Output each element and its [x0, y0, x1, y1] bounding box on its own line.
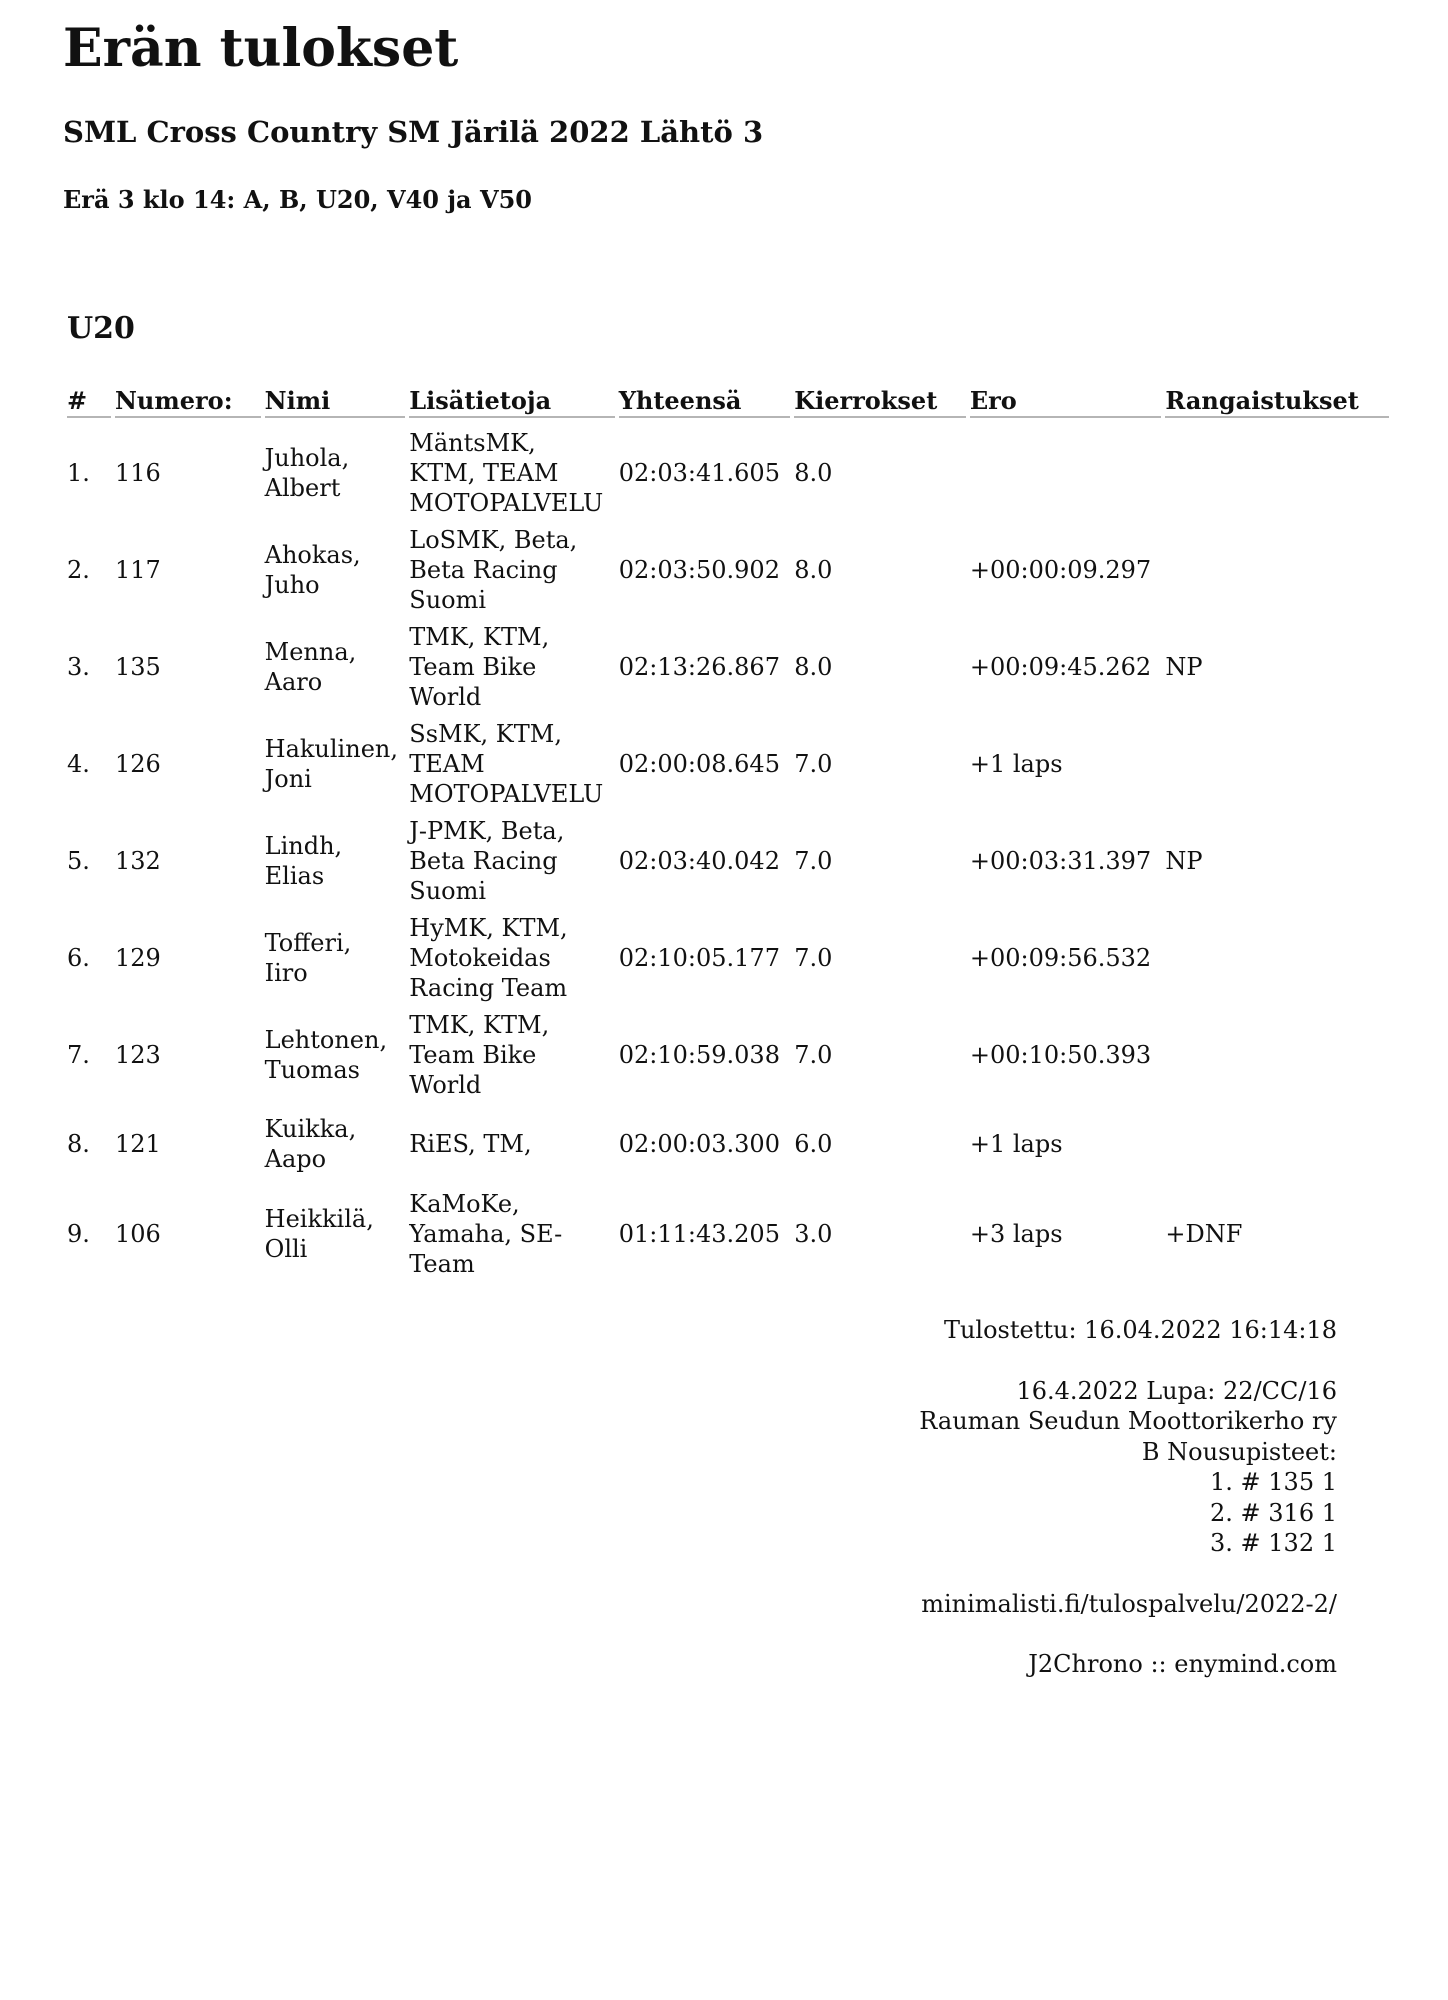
column-header: Numero: — [115, 379, 261, 418]
event-title: SML Cross Country SM Järilä 2022 Lähtö 3 — [63, 115, 764, 149]
penalty-cell — [1165, 812, 1389, 909]
number-cell-line: 126 — [114, 749, 161, 778]
name-cell-line: Albert — [264, 473, 341, 502]
position-cell — [67, 909, 111, 1006]
name-cell-line: Aapo — [264, 1145, 327, 1173]
total-time-cell-line: 02:03:40.042 — [618, 846, 780, 875]
difference-cell — [970, 418, 1162, 521]
position-cell-line: 6. — [67, 943, 90, 972]
difference-cell-line: +1 laps — [969, 1130, 1063, 1158]
laps-cell — [794, 909, 966, 1006]
results-body — [67, 418, 1389, 1282]
difference-cell — [970, 1185, 1162, 1282]
laps-cell-line: 7.0 — [794, 943, 833, 972]
total-time-cell — [619, 1185, 791, 1282]
total-time-cell — [619, 1006, 791, 1103]
info-cell-line: SsMK, KTM, — [409, 719, 562, 748]
info-cell — [409, 1185, 614, 1282]
info-cell-line: MOTOPALVELU — [409, 779, 604, 808]
position-cell — [67, 521, 111, 618]
laps-cell — [794, 1006, 966, 1103]
total-time-cell-line: 02:10:05.177 — [618, 943, 780, 972]
position-cell — [67, 1103, 111, 1185]
name-cell-line: Hakulinen, — [264, 734, 398, 763]
name-cell-line: Aaro — [264, 667, 323, 696]
info-cell-line: TEAM — [409, 749, 485, 778]
penalty-cell — [1165, 909, 1389, 1006]
points-entry: 1. # 135 1 — [1210, 1468, 1337, 1496]
info-cell-line: MOTOPALVELU — [409, 488, 604, 517]
laps-cell-line: 3.0 — [794, 1219, 833, 1248]
penalty-cell — [1165, 521, 1389, 618]
info-cell-line: TMK, KTM, — [409, 622, 550, 651]
number-cell-line: 116 — [114, 458, 161, 487]
penalty-cell-line: +DNF — [1165, 1219, 1243, 1248]
info-cell-line: Suomi — [409, 876, 487, 905]
laps-cell — [794, 1185, 966, 1282]
difference-cell — [970, 521, 1162, 618]
laps-cell-line: 7.0 — [794, 749, 833, 778]
number-cell — [115, 1006, 261, 1103]
name-cell — [265, 521, 406, 618]
class-heading: U20 — [67, 311, 135, 346]
position-cell — [67, 418, 111, 521]
position-cell-line: 5. — [67, 846, 90, 875]
column-header: Kierrokset — [794, 379, 966, 418]
position-cell-line: 9. — [67, 1219, 90, 1248]
name-cell — [265, 909, 406, 1006]
number-cell — [115, 618, 261, 715]
total-time-cell-line: 02:03:50.902 — [618, 555, 780, 584]
number-cell — [115, 521, 261, 618]
laps-cell — [794, 1103, 966, 1185]
difference-cell-line: +00:00:09.297 — [969, 555, 1152, 584]
software-credit: J2Chrono :: enymind.com — [1028, 1650, 1337, 1678]
total-time-cell — [619, 909, 791, 1006]
info-cell — [409, 521, 614, 618]
info-cell — [409, 1006, 614, 1103]
info-cell-line: RiES, TM, — [409, 1130, 532, 1158]
laps-cell — [794, 618, 966, 715]
info-cell-line: J-PMK, Beta, — [409, 816, 565, 845]
column-header: Rangaistukset — [1165, 379, 1389, 418]
difference-cell — [970, 618, 1162, 715]
name-cell — [265, 715, 406, 812]
position-cell-line: 2. — [67, 555, 90, 584]
name-cell-line: Kuikka, — [264, 1115, 357, 1143]
position-cell-line: 4. — [67, 749, 90, 778]
name-cell-line: Lindh, — [264, 831, 343, 860]
info-cell-line: Beta Racing — [409, 555, 558, 584]
total-time-cell-line: 02:00:08.645 — [618, 749, 780, 778]
name-cell — [265, 1103, 406, 1185]
name-cell — [265, 812, 406, 909]
number-cell — [115, 715, 261, 812]
name-cell-line: Lehtonen, — [264, 1025, 388, 1054]
info-cell-line: Yamaha, SE- — [409, 1219, 563, 1248]
difference-cell-line: +00:10:50.393 — [969, 1040, 1152, 1069]
column-header: Yhteensä — [619, 379, 791, 418]
number-cell — [115, 1103, 261, 1185]
table-row — [67, 909, 1389, 1006]
number-cell-line: 117 — [114, 555, 161, 584]
penalty-cell — [1165, 418, 1389, 521]
laps-cell — [794, 812, 966, 909]
name-cell — [265, 618, 406, 715]
printed-timestamp: Tulostettu: 16.04.2022 16:14:18 — [943, 1316, 1337, 1344]
name-cell — [265, 418, 406, 521]
difference-cell-line: +00:03:31.397 — [969, 846, 1152, 875]
name-cell-line: Juhola, — [264, 443, 350, 472]
info-cell-line: Motokeidas — [409, 943, 551, 972]
difference-cell — [970, 812, 1162, 909]
position-cell — [67, 812, 111, 909]
page-title: Erän tulokset — [63, 18, 459, 79]
name-cell-line: Tofferi, — [264, 928, 352, 957]
difference-cell-line: +00:09:45.262 — [969, 652, 1152, 681]
points-entry: 2. # 316 1 — [1210, 1498, 1337, 1527]
name-cell-line: Olli — [264, 1234, 308, 1263]
info-cell-line: Team Bike — [409, 652, 537, 681]
position-cell-line: 1. — [67, 458, 90, 487]
total-time-cell — [619, 715, 791, 812]
name-cell-line: Elias — [264, 861, 325, 890]
position-cell-line: 8. — [67, 1130, 90, 1158]
table-row — [67, 812, 1389, 909]
info-cell-line: Team — [409, 1249, 475, 1278]
number-cell — [115, 1185, 261, 1282]
info-cell-line: KTM, TEAM — [409, 458, 559, 487]
table-row — [67, 715, 1389, 812]
organizer-club: Rauman Seudun Moottorikerho ry — [919, 1407, 1337, 1435]
info-cell — [409, 715, 614, 812]
name-cell-line: Iiro — [264, 958, 308, 987]
number-cell — [115, 418, 261, 521]
number-cell-line: 123 — [114, 1040, 161, 1069]
laps-cell-line: 8.0 — [794, 555, 833, 584]
number-cell — [115, 812, 261, 909]
table-row — [67, 1103, 1389, 1185]
name-cell-line: Heikkilä, — [264, 1204, 374, 1233]
info-cell — [409, 812, 614, 909]
total-time-cell — [619, 1103, 791, 1185]
info-cell-line: HyMK, KTM, — [409, 913, 568, 942]
penalty-cell — [1165, 715, 1389, 812]
laps-cell-line: 7.0 — [794, 1040, 833, 1069]
table-row — [67, 618, 1389, 715]
total-time-cell-line: 02:13:26.867 — [618, 652, 780, 681]
name-cell-line: Tuomas — [264, 1055, 360, 1084]
table-row — [67, 1006, 1389, 1103]
difference-cell-line: +3 laps — [969, 1219, 1063, 1248]
total-time-cell — [619, 812, 791, 909]
difference-cell — [970, 909, 1162, 1006]
penalty-cell-line: NP — [1165, 652, 1203, 681]
info-cell-line: KaMoKe, — [409, 1189, 520, 1218]
number-cell-line: 135 — [114, 652, 161, 681]
info-cell — [409, 1103, 614, 1185]
number-cell-line: 129 — [114, 943, 161, 972]
info-cell-line: Team Bike — [409, 1040, 537, 1069]
number-cell-line: 121 — [114, 1130, 161, 1158]
name-cell-line: Joni — [264, 764, 312, 793]
name-cell — [265, 1185, 406, 1282]
number-cell — [115, 909, 261, 1006]
info-cell-line: Suomi — [409, 585, 487, 614]
points-title: B Nousupisteet: — [1141, 1437, 1337, 1466]
difference-cell-line: +00:09:56.532 — [969, 943, 1152, 972]
total-time-cell-line: 02:03:41.605 — [618, 458, 780, 487]
laps-cell-line: 8.0 — [794, 652, 833, 681]
name-cell — [265, 1006, 406, 1103]
total-time-cell-line: 01:11:43.205 — [618, 1219, 780, 1248]
difference-cell — [970, 1006, 1162, 1103]
footer — [637, 1315, 1337, 1680]
info-cell — [409, 618, 614, 715]
position-cell-line: 3. — [67, 652, 90, 681]
info-cell-line: MäntsMK, — [409, 428, 536, 457]
laps-cell — [794, 715, 966, 812]
laps-cell — [794, 418, 966, 521]
results-table — [63, 379, 1393, 1282]
info-cell-line: Racing Team — [409, 973, 568, 1002]
heat-title: Erä 3 klo 14: A, B, U20, V40 ja V50 — [63, 185, 532, 214]
info-cell-line: TMK, KTM, — [409, 1010, 550, 1039]
results-url: minimalisti.fi/tulospalvelu/2022-2/ — [921, 1589, 1337, 1618]
number-cell-line: 132 — [114, 846, 161, 875]
info-cell-line: World — [409, 1070, 482, 1099]
penalty-cell — [1165, 1006, 1389, 1103]
total-time-cell-line: 02:00:03.300 — [618, 1130, 780, 1158]
column-header: Lisätietoja — [409, 379, 614, 418]
penalty-cell — [1165, 618, 1389, 715]
position-cell-line: 7. — [67, 1040, 90, 1069]
column-header: # — [67, 379, 111, 418]
laps-cell — [794, 521, 966, 618]
info-cell-line: World — [409, 682, 482, 711]
name-cell-line: Juho — [264, 570, 320, 599]
name-cell-line: Ahokas, — [264, 540, 361, 569]
position-cell — [67, 1006, 111, 1103]
column-header: Ero — [970, 379, 1162, 418]
position-cell — [67, 618, 111, 715]
penalty-cell — [1165, 1103, 1389, 1185]
position-cell — [67, 1185, 111, 1282]
info-cell-line: LoSMK, Beta, — [409, 525, 578, 554]
total-time-cell — [619, 521, 791, 618]
table-row — [67, 1185, 1389, 1282]
column-header: Nimi — [265, 379, 406, 418]
info-cell-line: Beta Racing — [409, 846, 558, 875]
name-cell-line: Menna, — [264, 637, 357, 666]
total-time-cell-line: 02:10:59.038 — [618, 1040, 780, 1069]
table-header-row — [67, 379, 1389, 418]
number-cell-line: 106 — [114, 1219, 161, 1248]
penalty-cell-line: NP — [1165, 846, 1203, 875]
info-cell — [409, 909, 614, 1006]
difference-cell — [970, 1103, 1162, 1185]
laps-cell-line: 7.0 — [794, 846, 833, 875]
total-time-cell — [619, 618, 791, 715]
laps-cell-line: 8.0 — [794, 458, 833, 487]
points-entry: 3. # 132 1 — [1210, 1529, 1337, 1557]
difference-cell-line: +1 laps — [969, 749, 1063, 778]
penalty-cell — [1165, 1185, 1389, 1282]
info-cell — [409, 418, 614, 521]
total-time-cell — [619, 418, 791, 521]
permit-info: 16.4.2022 Lupa: 22/CC/16 — [1016, 1376, 1337, 1405]
position-cell — [67, 715, 111, 812]
laps-cell-line: 6.0 — [794, 1130, 833, 1158]
table-row — [67, 418, 1389, 521]
difference-cell — [970, 715, 1162, 812]
table-row — [67, 521, 1389, 618]
